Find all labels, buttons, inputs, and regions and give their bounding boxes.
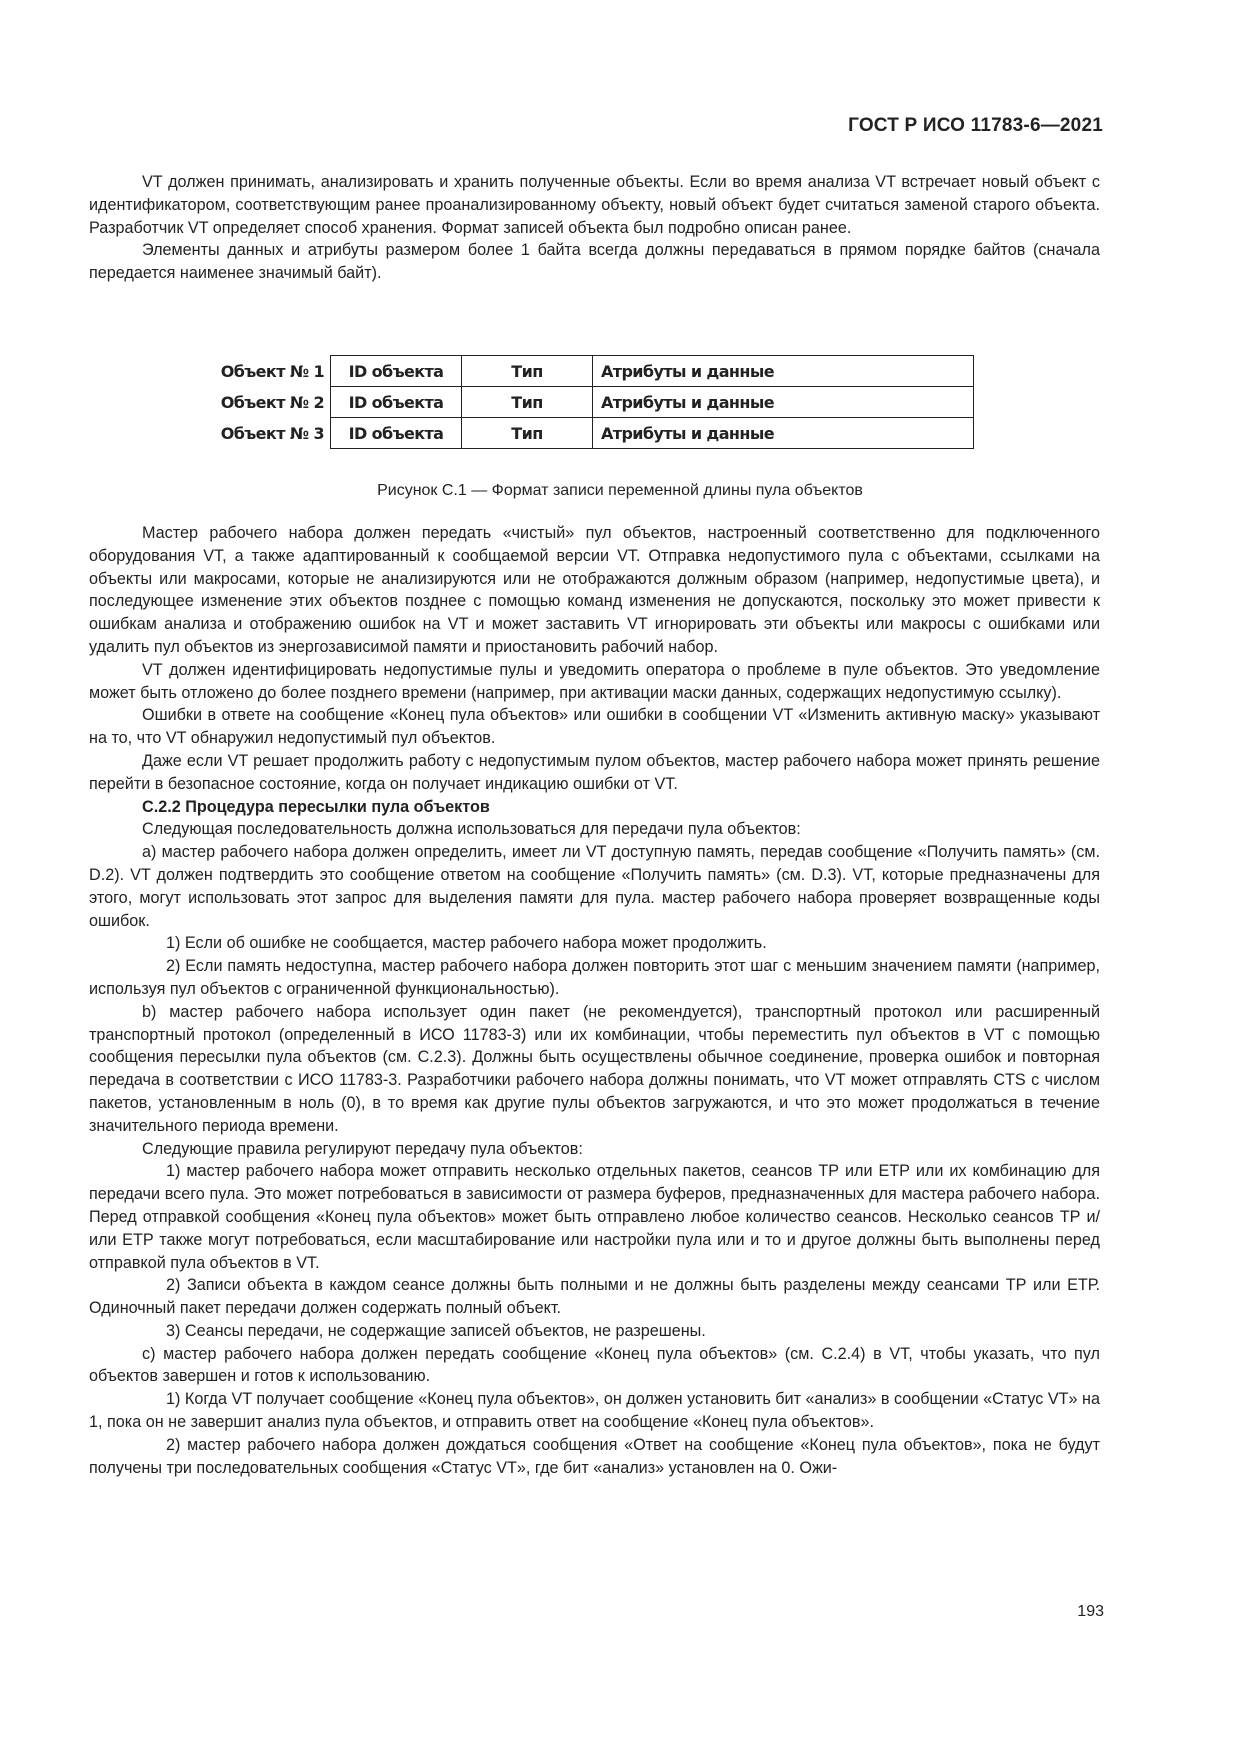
object-row-label: Объект № 3: [220, 423, 324, 443]
object-attributes-cell: Атрибуты и данные: [593, 387, 974, 418]
sub-list-item: 3) Сеансы передачи, не содержащие записей объектов, не разрешены.: [166, 1321, 706, 1340]
section-heading: С.2.2 Процедура пересылки пула объектов: [142, 797, 490, 816]
object-record-row: [205, 356, 974, 387]
paragraph: Мастер рабочего набора должен передать «чистый» пул объектов, настроенный соответственно для подключенного оборудования VT, а также адаптированный к сообщаемой версии VT. Отправка недопустимого пула с объектами, ссылками на объекты или макросами, которые не анализируются или не отображаются должным образом (например, недопустимые цвета), и последующее изменение этих объектов позднее с помощью команд изменения не допускаются, поскольку это может привести к ошибкам анализа и отображению ошибок на VT и может заставить VT игнорировать эти объекты или макросы с ошибками или удалить пул объектов из энергозависимой памяти и приостановить рабочий набор.: [89, 524, 1100, 656]
intro-paragraph: VT должен принимать, анализировать и хранить полученные объекты. Если во время анализа VT встречает новый объект с идентификатором, соответствующим ранее проанализированному объекту, новый объект будет считаться заменой старого объекта. Разработчик VT определяет способ хранения. Формат записей объекта был подробно описан ранее.: [89, 173, 1100, 237]
sub-list-item: 1) Когда VT получает сообщение «Конец пула объектов», он должен установить бит «анализ» в сообщении «Статус VT» на 1, пока он не завершит анализ пула объектов, и отправить ответ на сообщение «Конец пула объектов».: [89, 1390, 1100, 1432]
object-attributes-cell: Атрибуты и данные: [593, 418, 974, 449]
object-type-cell: Тип: [462, 418, 593, 449]
object-record-format-figure: [205, 355, 974, 449]
figure-caption: Рисунок С.1 — Формат записи переменной длины пула объектов: [377, 482, 863, 499]
intro-text-block: [89, 171, 1100, 285]
object-attributes-cell: Атрибуты и данные: [593, 356, 974, 387]
list-item: b) мастер рабочего набора использует один пакет (не рекомендуется), транспортный протокол или расширенный транспортный протокол (определенный в ИСО 11783-3) или их комбинации, чтобы переместить пул объектов в VT с помощью сообщения пересылки пула объектов (см. С.2.3). Должны быть осуществлены обычное соединение, проверка ошибок и повторная передача в соответствии с ИСО 11783-3. Разработчики рабочего набора должны понимать, что VT может отправлять CTS с числом пакетов, установленным в ноль (0), в то время как другие пулы объектов загружаются, и что это может продолжаться в течение значительного периода времени.: [89, 1002, 1100, 1135]
page-number: 193: [1077, 1603, 1104, 1620]
sub-list-item: 1) мастер рабочего набора может отправить несколько отдельных пакетов, сеансов ТР или ЕТР или их комбинацию для передачи всего пула. Это может потребоваться в зависимости от размера буферов, предназначенных для мастера рабочего набора. Перед отправкой сообщения «Конец пула объектов» может быть отправлено любое количество сеансов. Несколько сеансов ТР и/или ЕТР также могут потребоваться, если масштабирование или настройки пула или и то и другое должны быть выполнены перед отправкой пула объектов в VT.: [89, 1162, 1100, 1272]
sub-list-item: 1) Если об ошибке не сообщается, мастер рабочего набора может продолжить.: [166, 934, 767, 953]
object-id-cell: ID объекта: [331, 387, 462, 418]
object-row-label: Объект № 2: [220, 392, 324, 412]
object-record-row: [205, 418, 974, 449]
intro-paragraph: Элементы данных и атрибуты размером более 1 байта всегда должны передаваться в прямом порядке байтов (сначала передается наименее значимый байт).: [89, 241, 1100, 283]
object-type-cell: Тип: [462, 356, 593, 387]
sub-list-item: 2) мастер рабочего набора должен дождаться сообщения «Ответ на сообщение «Конец пула объектов», пока не будут получены три последовательных сообщения «Статус VT», где бит «анализ» установлен на 0. Ожи-: [89, 1435, 1100, 1477]
sub-list-item: 2) Записи объекта в каждом сеансе должны быть полными и не должны быть разделены между сеансами ТР или ЕТР. Одиночный пакет передачи должен содержать полный объект.: [89, 1276, 1100, 1318]
list-item: а) мастер рабочего набора должен определить, имеет ли VT доступную память, передав сообщение «Получить память» (см. D.2). VT должен подтвердить это сообщение ответом на сообщение «Получить память» (см. D.3). VT, которые предназначены для этого, могут использовать этот запрос для выделения памяти для пула. мастер рабочего набора проверяет возвращенные коды ошибок.: [89, 843, 1100, 930]
page-header-standard-code: ГОСТ Р ИСО 11783-6—2021: [848, 115, 1103, 136]
list-item: с) мастер рабочего набора должен передать сообщение «Конец пула объектов» (см. С.2.4) в VT, чтобы указать, что пул объектов завершен и готов к использованию.: [89, 1344, 1100, 1386]
paragraph: Следующие правила регулируют передачу пула объектов:: [142, 1139, 583, 1158]
object-id-cell: ID объекта: [331, 418, 462, 449]
paragraph: Даже если VT решает продолжить работу с недопустимым пулом объектов, мастер рабочего набора может принять решение перейти в безопасное состояние, когда он получает индикацию ошибки от VT.: [89, 751, 1100, 793]
sub-list-item: 2) Если память недоступна, мастер рабочего набора должен повторить этот шаг с меньшим значением памяти (например, используя пул объектов с ограниченной функциональностью).: [89, 957, 1100, 998]
object-record-table: [205, 355, 974, 449]
main-text-block: [89, 522, 1100, 1479]
paragraph: Ошибки в ответе на сообщение «Конец пула объектов» или ошибки в сообщении VT «Изменить активную маску» указывают на то, что VT обнаружил недопустимый пул объектов.: [89, 706, 1100, 748]
object-type-cell: Тип: [462, 387, 593, 418]
object-row-label: Объект № 1: [220, 361, 324, 381]
paragraph: VT должен идентифицировать недопустимые пулы и уведомить оператора о проблеме в пуле объектов. Это уведомление может быть отложено до более позднего времени (например, при активации маски данных, содержащих недопустимую ссылку).: [89, 660, 1100, 702]
object-id-cell: ID объекта: [331, 356, 462, 387]
paragraph: Следующая последовательность должна использоваться для передачи пула объектов:: [142, 820, 801, 839]
object-record-row: [205, 387, 974, 418]
